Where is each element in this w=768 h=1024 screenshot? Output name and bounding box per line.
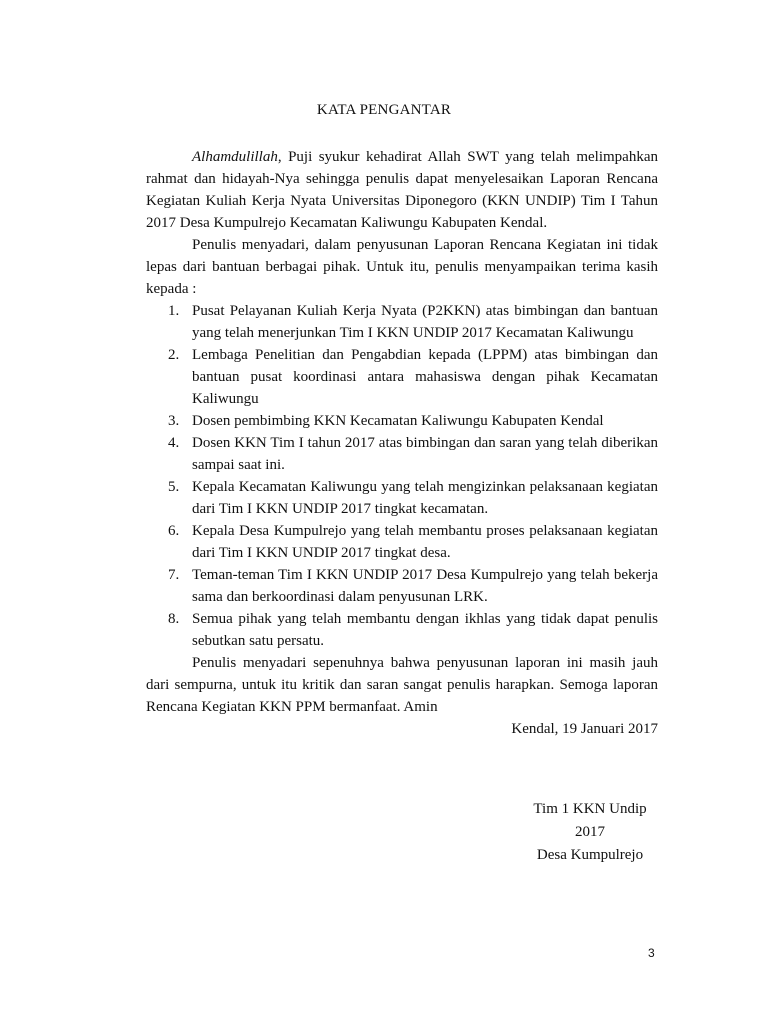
list-item-number: 1. [168, 303, 180, 319]
list-item [146, 520, 658, 564]
list-item-text: Dosen pembimbing KKN Kecamatan Kaliwungu Kabupaten Kendal [192, 413, 604, 429]
list-item-number: 7. [168, 567, 180, 583]
acknowledgement-list [146, 300, 658, 652]
list-item-text: Teman-teman Tim I KKN UNDIP 2017 Desa Kumpulrejo yang telah bekerja sama dan berkoordinasi dalam penyusunan LRK. [192, 567, 658, 605]
closing-paragraph: Penulis menyadari sepenuhnya bahwa penyusunan laporan ini masih jauh dari sempurna, untuk itu kritik dan saran sangat penulis harapkan. Semoga laporan Rencana Kegiatan KKN PPM bermanfaat. Amin [146, 655, 658, 715]
signature-year: 2017 [575, 824, 605, 840]
list-item-text: Kepala Kecamatan Kaliwungu yang telah mengizinkan pelaksanaan kegiatan dari Tim I KKN UNDIP 2017 tingkat kecamatan. [192, 479, 658, 517]
list-item [146, 564, 658, 608]
page-title: KATA PENGANTAR [316, 102, 452, 118]
list-item-number: 6. [168, 523, 180, 539]
signature-village: Desa Kumpulrejo [536, 847, 644, 863]
list-item-text: Kepala Desa Kumpulrejo yang telah membantu proses pelaksanaan kegiatan dari Tim I KKN UNDIP 2017 tingkat desa. [192, 523, 658, 561]
thanks-paragraph: Penulis menyadari, dalam penyusunan Laporan Rencana Kegiatan ini tidak lepas dari bantuan berbagai pihak. Untuk itu, penulis menyampaikan terima kasih kepada : [146, 237, 658, 297]
list-item-number: 8. [168, 611, 180, 627]
list-item [146, 344, 658, 410]
intro-paragraph [146, 146, 658, 234]
intro-lead: Alhamdulillah [192, 149, 278, 165]
document-body [146, 146, 658, 740]
list-item [146, 608, 658, 652]
list-item-number: 4. [168, 435, 180, 451]
list-item-text: Lembaga Penelitian dan Pengabdian kepada (LPPM) atas bimbingan dan bantuan pusat koordinasi antara mahasiswa dengan pihak Kecamatan Kaliwungu [192, 347, 658, 407]
list-item-number: 3. [168, 413, 180, 429]
page-number: 3 [648, 946, 655, 960]
list-item [146, 300, 658, 344]
list-item-text: Pusat Pelayanan Kuliah Kerja Nyata (P2KKN) atas bimbingan dan bantuan yang telah menerjunkan Tim I KKN UNDIP 2017 Kecamatan Kaliwungu [192, 303, 658, 341]
list-item [146, 410, 658, 432]
list-item [146, 432, 658, 476]
signature-block [520, 798, 660, 867]
list-item-number: 5. [168, 479, 180, 495]
list-item-number: 2. [168, 347, 180, 363]
date-line: Kendal, 19 Januari 2017 [511, 721, 658, 737]
list-item [146, 476, 658, 520]
list-item-text: Semua pihak yang telah membantu dengan ikhlas yang tidak dapat penulis sebutkan satu persatu. [192, 611, 658, 649]
list-item-text: Dosen KKN Tim I tahun 2017 atas bimbingan dan saran yang telah diberikan sampai saat ini. [192, 435, 658, 473]
intro-rest: , Puji syukur kehadirat Allah SWT yang telah melimpahkan rahmat dan hidayah-Nya sehingga penulis dapat menyelesaikan Laporan Rencana Kegiatan Kuliah Kerja Nyata Universitas Diponegoro (KKN UNDIP) Tim I Tahun 2017 Desa Kumpulrejo Kecamatan Kaliwungu Kabupaten Kendal. [146, 149, 658, 231]
signature-team: Tim 1 KKN Undip [533, 801, 647, 817]
